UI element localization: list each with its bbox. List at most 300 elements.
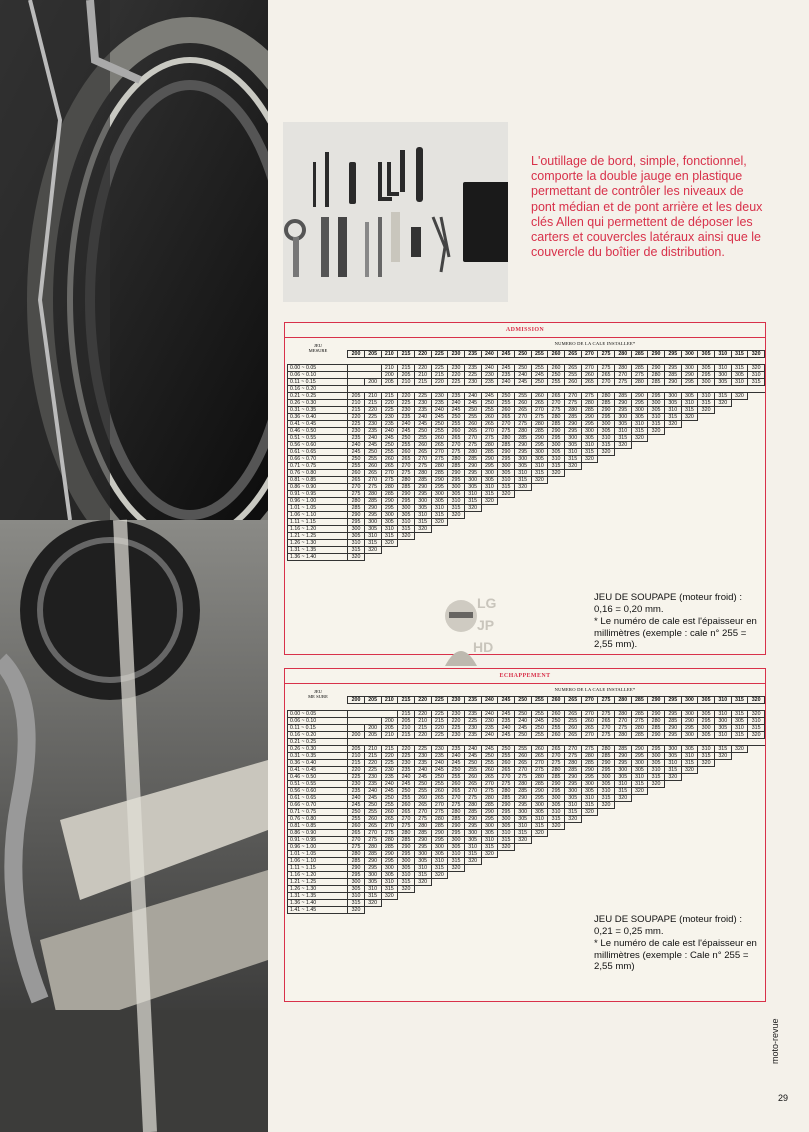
shim-cell: 295 xyxy=(681,725,698,732)
shim-cell: 295 xyxy=(364,865,381,872)
shim-cell: 280 xyxy=(414,823,431,830)
shim-cell: 255 xyxy=(381,802,398,809)
shim-cell: 255 xyxy=(348,816,365,823)
shim-cell: 255 xyxy=(448,774,465,781)
shim-cell: 295 xyxy=(531,795,548,802)
shim-cell: 270 xyxy=(481,781,498,788)
shim-cell: 250 xyxy=(398,788,415,795)
shim-cell: 240 xyxy=(364,435,381,442)
shim-cell: 290 xyxy=(598,760,615,767)
column-header: 300 xyxy=(681,697,698,704)
row-label: 0.06 ~ 0.10 xyxy=(288,372,348,379)
shim-cell: 270 xyxy=(431,802,448,809)
shim-cell: 315 xyxy=(481,844,498,851)
shim-cell: 255 xyxy=(364,456,381,463)
shim-cell: 320 xyxy=(731,746,748,753)
shim-cell: 300 xyxy=(714,718,731,725)
shim-cell: 300 xyxy=(398,505,415,512)
shim-cell: 305 xyxy=(664,753,681,760)
shim-cell: 235 xyxy=(464,732,481,739)
shim-cell: 265 xyxy=(448,435,465,442)
shim-cell: 245 xyxy=(348,802,365,809)
shim-cell: 300 xyxy=(681,365,698,372)
shim-cell: 270 xyxy=(414,456,431,463)
shim-cell: 310 xyxy=(381,879,398,886)
shim-cell: 235 xyxy=(431,400,448,407)
shim-cell: 230 xyxy=(381,767,398,774)
shim-cell: 305 xyxy=(714,725,731,732)
shim-cell: 245 xyxy=(481,393,498,400)
shim-cell: 255 xyxy=(414,788,431,795)
shim-cell: 270 xyxy=(581,732,598,739)
row-label: 1.06 ~ 1.10 xyxy=(288,858,348,865)
shim-cell: 215 xyxy=(398,732,415,739)
shim-cell: 270 xyxy=(531,407,548,414)
row-label: 0.91 ~ 0.95 xyxy=(288,491,348,498)
shim-cell: 260 xyxy=(481,767,498,774)
shim-cell: 280 xyxy=(464,449,481,456)
shim-cell: 300 xyxy=(681,711,698,718)
echappement-mesure-label: ME SURE xyxy=(308,694,328,699)
shim-cell: 270 xyxy=(514,767,531,774)
table-row xyxy=(288,732,765,739)
row-label: 0.36 ~ 0.40 xyxy=(288,414,348,421)
shim-cell: 275 xyxy=(581,393,598,400)
shim-cell: 280 xyxy=(398,830,415,837)
shim-cell: 275 xyxy=(414,816,431,823)
shim-cell: 310 xyxy=(364,533,381,540)
shim-cell: 215 xyxy=(414,725,431,732)
shim-cell: 220 xyxy=(414,711,431,718)
table-row xyxy=(288,519,765,526)
shim-cell: 285 xyxy=(548,421,565,428)
table-row xyxy=(288,526,765,533)
table-row xyxy=(288,851,765,858)
row-label: 0.96 ~ 1.00 xyxy=(288,844,348,851)
shim-cell: 310 xyxy=(448,851,465,858)
shim-cell: 285 xyxy=(398,484,415,491)
shim-cell: 305 xyxy=(481,830,498,837)
shim-cell: 255 xyxy=(531,365,548,372)
shim-cell: 230 xyxy=(464,725,481,732)
shim-cell: 310 xyxy=(681,400,698,407)
shim-cell: 315 xyxy=(514,477,531,484)
shim-cell: 255 xyxy=(481,760,498,767)
table-row xyxy=(288,823,765,830)
shim-cell: 260 xyxy=(348,823,365,830)
shim-cell: 275 xyxy=(364,484,381,491)
table-row xyxy=(288,837,765,844)
table-row xyxy=(288,435,765,442)
shim-cell: 215 xyxy=(381,746,398,753)
shim-cell: 275 xyxy=(498,428,515,435)
shim-cell: 285 xyxy=(564,767,581,774)
column-header: 315 xyxy=(731,697,748,704)
column-header: 245 xyxy=(498,351,515,358)
shim-cell: 305 xyxy=(598,428,615,435)
shim-cell: 245 xyxy=(414,421,431,428)
shim-cell: 240 xyxy=(431,760,448,767)
row-label: 0.56 ~ 0.60 xyxy=(288,442,348,449)
shim-cell: 270 xyxy=(564,746,581,753)
shim-cell: 210 xyxy=(398,379,415,386)
shim-cell: 300 xyxy=(548,442,565,449)
column-header: 205 xyxy=(364,351,381,358)
shim-cell: 270 xyxy=(614,718,631,725)
row-label: 0.81 ~ 0.85 xyxy=(288,477,348,484)
shim-cell: 270 xyxy=(481,428,498,435)
shim-cell: 300 xyxy=(564,435,581,442)
shim-cell: 310 xyxy=(648,767,665,774)
shim-cell: 265 xyxy=(581,379,598,386)
shim-cell: 250 xyxy=(431,774,448,781)
shim-cell: 250 xyxy=(531,379,548,386)
table-row xyxy=(288,491,765,498)
shim-cell: 270 xyxy=(414,809,431,816)
shim-cell: 280 xyxy=(498,788,515,795)
shim-cell: 300 xyxy=(414,498,431,505)
shim-cell: 310 xyxy=(648,414,665,421)
shim-cell: 275 xyxy=(531,414,548,421)
column-header: 280 xyxy=(614,351,631,358)
shim-cell: 305 xyxy=(431,851,448,858)
shim-cell: 220 xyxy=(414,732,431,739)
shim-cell: 265 xyxy=(564,711,581,718)
shim-cell: 315 xyxy=(348,547,365,554)
shim-cell: 260 xyxy=(364,463,381,470)
table-row xyxy=(288,372,765,379)
column-header: 300 xyxy=(681,351,698,358)
shim-cell: 315 xyxy=(648,421,665,428)
shim-cell: 275 xyxy=(548,760,565,767)
table-row xyxy=(288,858,765,865)
shim-cell: 320 xyxy=(548,470,565,477)
shim-cell: 285 xyxy=(348,858,365,865)
shim-cell: 285 xyxy=(448,816,465,823)
shim-cell: 235 xyxy=(398,767,415,774)
shim-cell: 295 xyxy=(514,449,531,456)
table-row xyxy=(288,718,765,725)
shim-cell: 305 xyxy=(514,816,531,823)
shim-cell: 275 xyxy=(348,491,365,498)
table-row xyxy=(288,428,765,435)
shim-cell: 290 xyxy=(664,379,681,386)
shim-cell: 220 xyxy=(348,767,365,774)
shim-cell: 285 xyxy=(548,774,565,781)
shim-cell: 315 xyxy=(398,879,415,886)
shim-cell: 275 xyxy=(581,746,598,753)
shim-cell: 315 xyxy=(464,851,481,858)
shim-cell: 290 xyxy=(348,865,365,872)
shim-cell: 270 xyxy=(398,816,415,823)
shim-cell: 305 xyxy=(498,470,515,477)
column-header: 260 xyxy=(548,697,565,704)
shim-cell: 320 xyxy=(748,365,765,372)
shim-cell: 250 xyxy=(531,725,548,732)
admission-title: ADMISSION xyxy=(285,323,765,338)
shim-cell: 300 xyxy=(514,809,531,816)
svg-text:LG: LG xyxy=(477,595,497,611)
row-label: 1.31 ~ 1.35 xyxy=(288,893,348,900)
shim-cell: 295 xyxy=(498,809,515,816)
shim-cell: 235 xyxy=(464,711,481,718)
shim-cell: 305 xyxy=(464,484,481,491)
column-header: 280 xyxy=(614,697,631,704)
shim-cell: 320 xyxy=(348,554,365,561)
shim-cell: 245 xyxy=(448,407,465,414)
echappement-jeu-label: JEU xyxy=(314,689,322,694)
shim-cell: 215 xyxy=(348,760,365,767)
shim-cell: 315 xyxy=(348,900,365,907)
shim-cell: 285 xyxy=(631,711,648,718)
shim-cell: 320 xyxy=(681,767,698,774)
row-label: 0.61 ~ 0.65 xyxy=(288,449,348,456)
shim-cell: 275 xyxy=(431,809,448,816)
column-header: 240 xyxy=(481,697,498,704)
row-label: 0.66 ~ 0.70 xyxy=(288,456,348,463)
shim-cell: 220 xyxy=(448,718,465,725)
shim-cell: 250 xyxy=(498,393,515,400)
shim-cell: 265 xyxy=(414,449,431,456)
shim-cell: 305 xyxy=(364,526,381,533)
column-header: 230 xyxy=(448,351,465,358)
shim-cell: 215 xyxy=(431,372,448,379)
shim-cell: 250 xyxy=(348,809,365,816)
shim-cell: 310 xyxy=(631,421,648,428)
shim-cell: 320 xyxy=(531,830,548,837)
admission-note-body: * Le numéro de cale est l'épaisseur en millimètres (exemple : cale n° 255 = 2,55 mm). xyxy=(594,616,757,651)
shim-cell: 315 xyxy=(431,512,448,519)
shim-cell: 270 xyxy=(464,435,481,442)
shim-cell: 320 xyxy=(648,428,665,435)
column-header: 310 xyxy=(714,351,731,358)
shim-cell: 320 xyxy=(598,802,615,809)
shim-cell: 260 xyxy=(481,414,498,421)
shim-cell: 300 xyxy=(614,414,631,421)
shim-cell: 295 xyxy=(364,512,381,519)
shim-cell: 255 xyxy=(381,449,398,456)
shim-cell: 290 xyxy=(664,725,681,732)
column-header: 250 xyxy=(514,351,531,358)
shim-cell: 320 xyxy=(614,442,631,449)
shim-cell: 275 xyxy=(348,844,365,851)
shim-cell: 305 xyxy=(631,767,648,774)
shim-cell: 260 xyxy=(581,372,598,379)
shim-cell: 260 xyxy=(564,379,581,386)
shim-cell: 310 xyxy=(748,372,765,379)
shim-cell: 300 xyxy=(598,774,615,781)
shim-cell: 310 xyxy=(614,428,631,435)
shim-cell: 225 xyxy=(364,767,381,774)
shim-cell: 275 xyxy=(631,372,648,379)
watermark-logo xyxy=(437,586,503,666)
shim-cell: 315 xyxy=(564,456,581,463)
shim-cell: 210 xyxy=(381,365,398,372)
shim-cell: 205 xyxy=(398,372,415,379)
shim-cell: 260 xyxy=(548,711,565,718)
shim-cell: 240 xyxy=(448,753,465,760)
shim-cell: 315 xyxy=(664,414,681,421)
column-header: 235 xyxy=(464,697,481,704)
shim-cell: 285 xyxy=(564,414,581,421)
shim-cell: 250 xyxy=(464,407,481,414)
shim-cell: 255 xyxy=(498,753,515,760)
row-label: 0.16 ~ 0.20 xyxy=(288,386,348,393)
column-header: 230 xyxy=(448,697,465,704)
shim-cell: 265 xyxy=(364,823,381,830)
row-label: 1.21 ~ 1.25 xyxy=(288,879,348,886)
shim-cell: 290 xyxy=(648,365,665,372)
shim-cell: 310 xyxy=(564,802,581,809)
shim-cell: 310 xyxy=(431,505,448,512)
shim-cell: 270 xyxy=(348,837,365,844)
shim-cell: 305 xyxy=(598,781,615,788)
shim-cell: 275 xyxy=(381,477,398,484)
shim-cell: 315 xyxy=(648,774,665,781)
shim-cell: 265 xyxy=(514,760,531,767)
shim-cell: 280 xyxy=(464,802,481,809)
shim-cell: 245 xyxy=(364,795,381,802)
shim-cell: 300 xyxy=(531,802,548,809)
shim-cell: 295 xyxy=(548,788,565,795)
shim-cell: 300 xyxy=(464,830,481,837)
row-label: 0.11 ~ 0.15 xyxy=(288,379,348,386)
shim-cell: 305 xyxy=(581,435,598,442)
shim-cell: 235 xyxy=(448,746,465,753)
shim-cell: 245 xyxy=(381,435,398,442)
column-header: 295 xyxy=(664,697,681,704)
shim-cell: 295 xyxy=(564,781,581,788)
shim-cell: 285 xyxy=(498,442,515,449)
column-header: 310 xyxy=(714,697,731,704)
column-header: 320 xyxy=(748,697,765,704)
shim-cell: 255 xyxy=(431,428,448,435)
shim-cell: 280 xyxy=(548,767,565,774)
shim-cell: 305 xyxy=(614,774,631,781)
shim-cell: 250 xyxy=(481,400,498,407)
shim-cell: 290 xyxy=(531,435,548,442)
shim-cell: 310 xyxy=(448,498,465,505)
shim-cell: 235 xyxy=(364,781,381,788)
shim-cell: 290 xyxy=(614,400,631,407)
shim-cell: 205 xyxy=(398,718,415,725)
shim-cell: 255 xyxy=(514,746,531,753)
shim-cell: 235 xyxy=(448,393,465,400)
shim-cell: 305 xyxy=(364,879,381,886)
shim-cell: 280 xyxy=(348,851,365,858)
shim-cell: 315 xyxy=(631,781,648,788)
shim-cell: 295 xyxy=(664,711,681,718)
shim-cell: 295 xyxy=(548,435,565,442)
shim-cell: 270 xyxy=(581,365,598,372)
shim-cell: 300 xyxy=(364,519,381,526)
shim-cell: 245 xyxy=(464,400,481,407)
shim-cell: 320 xyxy=(481,851,498,858)
shim-cell: 255 xyxy=(448,421,465,428)
shim-cell: 295 xyxy=(481,816,498,823)
shim-cell: 270 xyxy=(564,393,581,400)
shim-cell: 250 xyxy=(448,414,465,421)
shim-cell: 220 xyxy=(431,725,448,732)
shim-cell: 305 xyxy=(548,449,565,456)
shim-cell: 290 xyxy=(364,858,381,865)
shim-cell: 260 xyxy=(581,718,598,725)
column-header: 235 xyxy=(464,351,481,358)
shim-cell: 220 xyxy=(348,414,365,421)
shim-cell: 295 xyxy=(348,872,365,879)
shim-cell: 320 xyxy=(698,407,715,414)
column-header: 220 xyxy=(414,351,431,358)
shim-cell: 235 xyxy=(381,774,398,781)
shim-cell: 220 xyxy=(431,379,448,386)
shim-cell: 290 xyxy=(581,414,598,421)
shim-cell: 310 xyxy=(598,435,615,442)
table-row xyxy=(288,463,765,470)
shim-cell: 315 xyxy=(481,491,498,498)
shim-cell: 295 xyxy=(664,732,681,739)
table-row xyxy=(288,414,765,421)
column-header: 320 xyxy=(748,351,765,358)
shim-cell: 285 xyxy=(531,781,548,788)
shim-cell: 265 xyxy=(564,365,581,372)
shim-cell: 310 xyxy=(464,491,481,498)
shim-cell: 290 xyxy=(514,795,531,802)
shim-cell: 295 xyxy=(381,858,398,865)
shim-cell: 305 xyxy=(648,760,665,767)
shim-cell: 270 xyxy=(364,830,381,837)
shim-cell: 280 xyxy=(548,414,565,421)
column-header: 220 xyxy=(414,697,431,704)
echappement-col-header: NUMERO DE LA CALE INSTALLEE* xyxy=(554,687,636,692)
shim-cell: 295 xyxy=(481,463,498,470)
shim-cell: 315 xyxy=(748,379,765,386)
shim-cell: 285 xyxy=(598,753,615,760)
table-row xyxy=(288,879,765,886)
row-label: 0.91 ~ 0.95 xyxy=(288,837,348,844)
table-row xyxy=(288,781,765,788)
row-label: 0.56 ~ 0.60 xyxy=(288,788,348,795)
shim-cell: 280 xyxy=(481,795,498,802)
shim-cell: 295 xyxy=(664,365,681,372)
row-label: 0.76 ~ 0.80 xyxy=(288,470,348,477)
shim-cell: 250 xyxy=(548,718,565,725)
column-header: 270 xyxy=(581,351,598,358)
shim-cell: 220 xyxy=(364,407,381,414)
shim-cell: 255 xyxy=(564,372,581,379)
shim-cell: 300 xyxy=(581,428,598,435)
shim-cell: 210 xyxy=(348,753,365,760)
shim-cell: 300 xyxy=(498,816,515,823)
shim-cell: 285 xyxy=(664,718,681,725)
shim-cell: 310 xyxy=(698,746,715,753)
shim-cell: 265 xyxy=(498,767,515,774)
row-label: 1.36 ~ 1.40 xyxy=(288,554,348,561)
shim-cell: 260 xyxy=(381,809,398,816)
shim-cell: 205 xyxy=(364,732,381,739)
shim-cell: 225 xyxy=(398,753,415,760)
shim-cell: 290 xyxy=(631,393,648,400)
shim-cell: 260 xyxy=(548,732,565,739)
shim-cell: 305 xyxy=(531,809,548,816)
shim-cell: 320 xyxy=(431,519,448,526)
shim-cell: 300 xyxy=(448,484,465,491)
shim-cell: 260 xyxy=(514,753,531,760)
shim-cell: 280 xyxy=(514,428,531,435)
table-row xyxy=(288,844,765,851)
table-row xyxy=(288,498,765,505)
shim-cell: 315 xyxy=(731,365,748,372)
shim-cell: 290 xyxy=(498,449,515,456)
